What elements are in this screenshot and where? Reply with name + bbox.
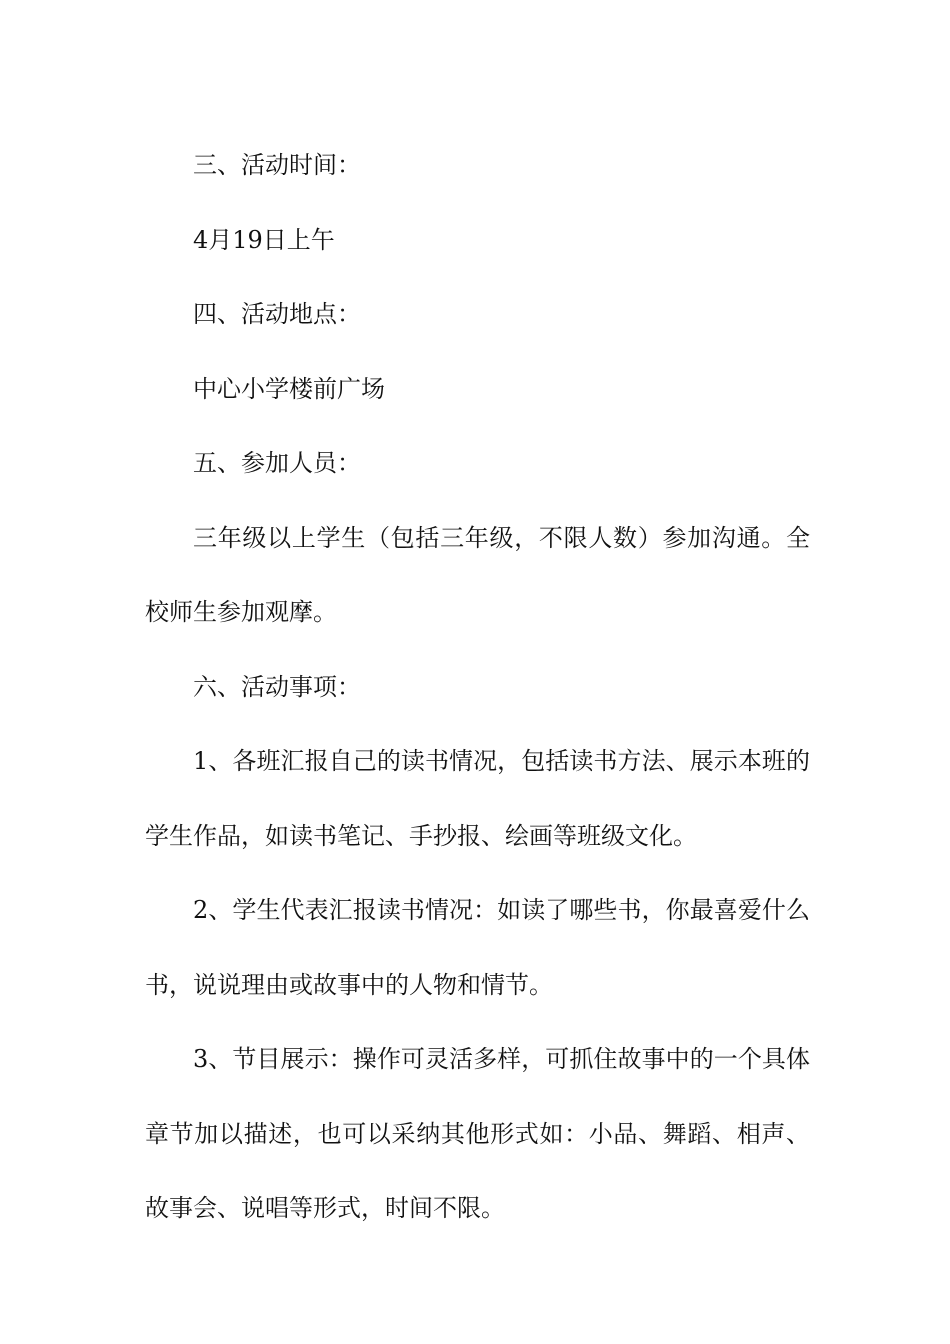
heading-activity-location: 四、活动地点： — [193, 300, 361, 328]
activity-time-value: 4月19日上午 — [193, 225, 335, 254]
heading-participants: 五、参加人员： — [193, 449, 361, 477]
activity-item-1: 1、各班汇报自己的读书情况，包括读书方法、展示本班的学生作品，如读书笔记、手抄报、绘画等班级文化。 — [145, 747, 810, 850]
participants-value: 三年级以上学生（包括三年级，不限人数）参加沟通。全校师生参加观摩。 — [145, 523, 810, 626]
document-body — [145, 128, 810, 1246]
activity-location-value: 中心小学楼前广场 — [193, 374, 385, 403]
activity-item-2: 2、学生代表汇报读书情况：如读了哪些书，你最喜爱什么书，说说理由或故事中的人物和情节。 — [145, 896, 810, 999]
activity-item-3: 3、节目展示：操作可灵活多样，可抓住故事中的一个具体章节加以描述，也可以采纳其他形式如：小品、舞蹈、相声、故事会、说唱等形式，时间不限。 — [145, 1045, 810, 1222]
heading-activity-items: 六、活动事项： — [193, 672, 361, 701]
heading-activity-time: 三、活动时间： — [193, 151, 361, 179]
